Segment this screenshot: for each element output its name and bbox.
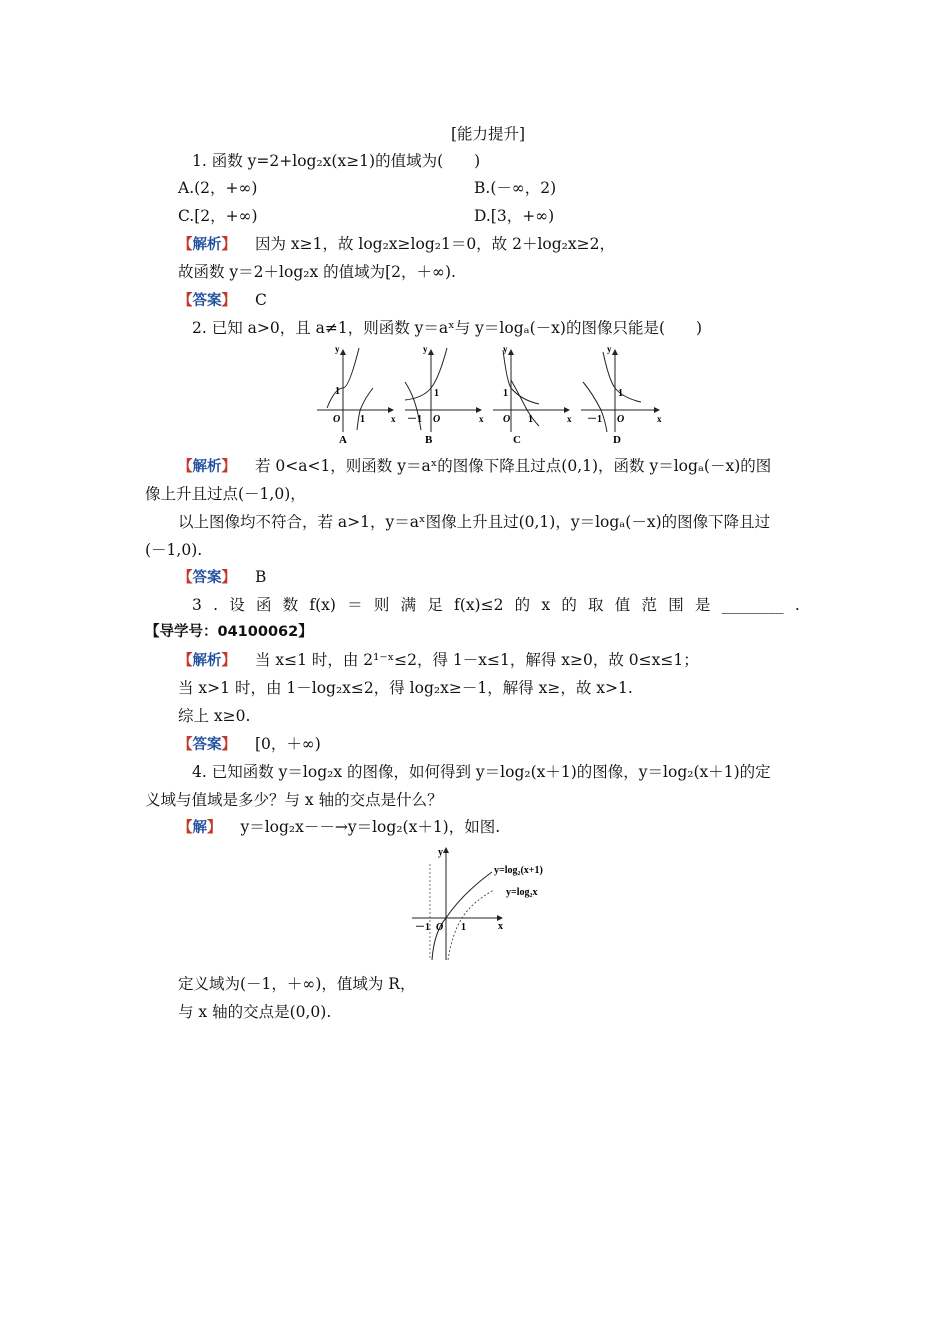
- svg-text:O: O: [433, 414, 441, 425]
- q2-analysis-line-4: (－1,0).: [145, 541, 203, 559]
- q4-solution-line-1: 【解】 y＝log₂x－－→y＝log₂(x＋1)，如图.: [178, 818, 501, 836]
- origin-label: O: [333, 414, 341, 425]
- tick-one: 1: [461, 922, 466, 933]
- curve-log2-x: [448, 890, 494, 960]
- svg-text:1: 1: [528, 414, 533, 425]
- q3-guide-number: 【导学号：04100062】: [145, 624, 313, 640]
- section-title: [能力提升]: [451, 125, 526, 143]
- q1-answer: 【答案】 C: [178, 291, 267, 309]
- q3-analysis-line-2: 当 x>1 时，由 1－log₂x≤2，得 log₂x≥－1，解得 x≥，故 x>1.: [178, 679, 633, 697]
- graph-label-d: D: [613, 434, 621, 446]
- graph-a: [317, 344, 396, 446]
- answer-tag: 【答案】: [178, 737, 236, 753]
- q2-analysis-line-3: 以上图像均不符合，若 a>1，y＝aˣ图像上升且过(0,1)，y＝logₐ(－x)的图像下降且过: [178, 513, 771, 531]
- q1-option-c: C.[2，+∞): [178, 207, 258, 225]
- answer-tag: 【答案】: [178, 293, 236, 309]
- svg-text:y: y: [423, 344, 428, 354]
- q3-stem: 3 . 设 函 数 f(x) ＝ 则 满 足 f(x)≤2 的 x 的 取 值 范 围 是 ________ .: [192, 596, 800, 614]
- curve1-label: y=log₂(x+1): [494, 865, 543, 876]
- q2-answer: 【答案】 B: [178, 568, 267, 586]
- graph-label-c: C: [513, 434, 521, 446]
- graph-label-a: A: [339, 434, 347, 446]
- svg-text:－1: －1: [587, 414, 602, 425]
- q2-stem: 2. 已知 a>0，且 a≠1，则函数 y＝aˣ与 y＝logₐ(－x)的图像只能是( ): [192, 319, 703, 337]
- solution-tag: 【解】: [178, 820, 222, 836]
- answer-tag: 【答案】: [178, 570, 236, 586]
- q1-option-a: A.(2，+∞): [178, 179, 258, 197]
- q1-option-d: D.[3，+∞): [474, 207, 555, 225]
- graph-c: [493, 344, 572, 446]
- origin-label: O: [436, 922, 444, 933]
- svg-text:－1: －1: [407, 414, 422, 425]
- q4-log-graph: [410, 844, 580, 964]
- q4-stem-line-1: 4. 已知函数 y＝log₂x 的图像，如何得到 y＝log₂(x＋1)的图像，y＝log₂(x＋1)的定: [192, 763, 771, 781]
- q4-result-line-1: 定义域为(－1，＋∞)，值域为 R，: [178, 975, 416, 993]
- svg-text:x: x: [567, 414, 572, 424]
- axis-x-label: x: [498, 921, 503, 932]
- q1-analysis-line-1: 【解析】 因为 x≥1，故 log₂x≥log₂1＝0，故 2＋log₂x≥2，: [178, 235, 615, 253]
- q1-option-b: B.(－∞，2): [474, 179, 557, 197]
- tick-one: 1: [360, 414, 365, 425]
- axis-x-label: x: [391, 414, 396, 424]
- graph-b: [405, 344, 484, 446]
- analysis-tag: 【解析】: [178, 237, 236, 253]
- axis-y-label: y: [438, 847, 443, 858]
- svg-text:O: O: [503, 414, 511, 425]
- graph-d: [581, 344, 662, 446]
- q4-result-line-2: 与 x 轴的交点是(0,0).: [178, 1003, 332, 1021]
- q3-analysis-line-1: 【解析】 当 x≤1 时，由 2¹⁻ˣ≤2，得 1－x≤1，解得 x≥0，故 0≤x≤1；: [178, 651, 699, 669]
- svg-text:y: y: [503, 344, 508, 354]
- analysis-tag: 【解析】: [178, 459, 236, 475]
- q3-analysis-line-3: 综上 x≥0.: [178, 707, 251, 725]
- svg-text:1: 1: [503, 388, 508, 399]
- q4-stem-line-2: 义域与值域是多少？与 x 轴的交点是什么？: [145, 791, 443, 809]
- graph-label-b: B: [425, 434, 433, 446]
- svg-text:1: 1: [618, 388, 623, 399]
- svg-text:y: y: [607, 344, 612, 354]
- axis-y-label: y: [335, 344, 340, 354]
- tick-neg-one: －1: [415, 922, 430, 933]
- analysis-tag: 【解析】: [178, 653, 236, 669]
- svg-text:1: 1: [434, 388, 439, 399]
- curve-log2-x-plus-1: [432, 872, 492, 960]
- svg-text:O: O: [617, 414, 625, 425]
- tick-one: 1: [335, 386, 340, 397]
- curve2-label: y=log₂x: [506, 887, 538, 898]
- q1-analysis-line-2: 故函数 y＝2＋log₂x 的值域为[2，＋∞).: [178, 263, 456, 281]
- svg-text:x: x: [657, 414, 662, 424]
- q2-analysis-line-1: 【解析】 若 0<a<1，则函数 y＝aˣ的图像下降且过点(0,1)，函数 y＝logₐ(－x)的图: [178, 457, 772, 475]
- q2-options-graphs: [315, 342, 665, 450]
- q3-answer: 【答案】 [0，＋∞): [178, 735, 321, 753]
- svg-text:x: x: [479, 414, 484, 424]
- q1-stem: 1. 函数 y=2+log₂x(x≥1)的值域为( ): [192, 152, 481, 170]
- q2-analysis-line-2: 像上升且过点(－1,0)，: [145, 485, 306, 503]
